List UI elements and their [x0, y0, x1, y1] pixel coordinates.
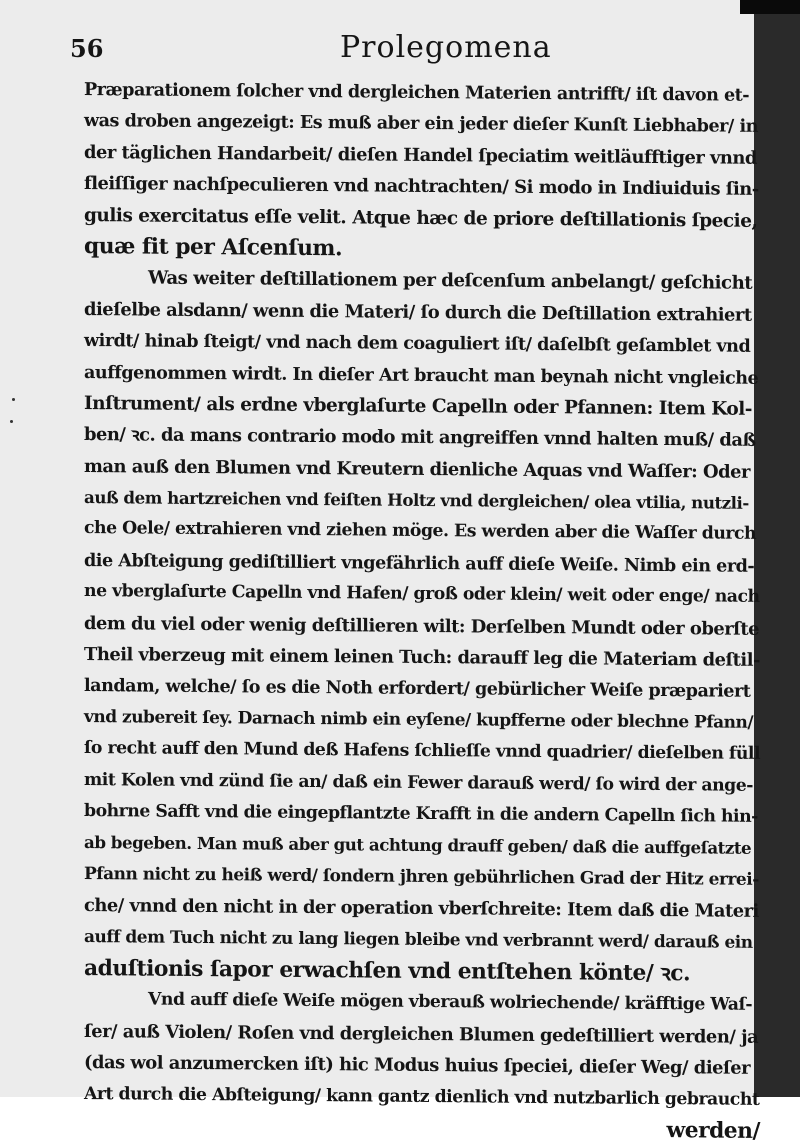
text-line: was droben angezeigt: Es muß aber ein jeder dieſer Kunſt Liebhaber/ in	[84, 110, 758, 138]
text-line: Præparationem ſolcher vnd dergleichen Materien antrifft/ iſt davon et-	[84, 79, 750, 106]
text-line: che/ vnnd den nicht in der operation vberſchreite: Item daß die Materi	[84, 895, 759, 923]
text-line: bohrne Safft vnd die eingepflantzte Krafft in die andern Capelln ſich hin-	[84, 800, 758, 827]
page-edge-shadow	[754, 0, 800, 1097]
text-line: Pfann nicht zu heiß werd/ ſondern jhren gebührlichen Grad der Hitz errei-	[84, 863, 759, 890]
text-line: Inſtrument/ als erdne vberglaſurte Capelln oder Pfannen: Item Kol-	[84, 392, 752, 420]
text-line: auffgenommen wirdt. In dieſer Art braucht man beynah nicht vngleiche	[84, 361, 759, 389]
text-line: Vnd auff dieſe Weiſe mögen vberauß wolriechende/ kräfftige Waſ-	[148, 989, 753, 1016]
body-text	[84, 74, 761, 1144]
page-header	[70, 28, 750, 72]
text-line: der täglichen Handarbeit/ dieſen Handel ſpeciatim weitläufftiger vnnd	[84, 141, 757, 169]
text-line: Was weiter deſtillationem per deſcenſum anbelangt/ geſchicht	[148, 267, 753, 295]
text-line: ſo recht auff den Mund deß Hafens ſchlieſſe vnnd quadrier/ dieſelben füll	[84, 738, 761, 765]
text-line: die Abſteigung gediſtilliert vngefährlich auff dieſe Weiſe. Nimb ein erd-	[84, 549, 755, 577]
catchword: werden/	[666, 1117, 760, 1144]
running-head: Prolegomena	[340, 30, 552, 65]
text-line: gulis exercitatus eſſe velit. Atque hæc de priore deſtillationis ſpecie,	[84, 204, 758, 232]
text-line: auff dem Tuch nicht zu lang liegen bleibe vnd verbrannt werd/ darauß ein	[84, 926, 753, 953]
text-line: ſer/ auß Violen/ Roſen vnd dergleichen Blumen gedeſtilliert werden/ ja	[84, 1020, 759, 1048]
text-line: Art durch die Abſteigung/ kann gantz dienlich vnd nutzbarlich gebraucht	[84, 1083, 760, 1110]
text-line: dem du viel oder wenig deſtillieren wilt: Derſelben Mundt oder oberſte	[84, 612, 759, 640]
text-line: ne vberglaſurte Capelln vnd Hafen/ groß oder klein/ weit oder enge/ nach	[84, 581, 760, 608]
text-line: ben/ ꝛc. da mans contrario modo mit angreiffen vnnd halten muß/ daß	[84, 424, 756, 452]
text-line: wirdt/ hinab ſteigt/ vnd nach dem coaguliert iſt/ daſelbſt geſamblet vnd	[84, 330, 751, 357]
text-line: dieſelbe alsdann/ wenn die Materi/ ſo durch die Deſtillation extrahiert	[84, 298, 752, 326]
text-line: auß dem hartzreichen vnd feiſten Holtz vnd dergleichen/ olea vtilia, nutzli-	[84, 487, 749, 513]
text-line: aduſtionis ſapor erwachſen vnd entſtehen könte/ ꝛc.	[84, 955, 691, 987]
text-line: vnd zubereit ſey. Darnach nimb ein eyſene/ kupfferne oder blechne Pfann/	[84, 706, 754, 733]
text-line: man auß den Blumen vnd Kreutern dienliche Aquas vnd Waſſer: Oder	[84, 455, 750, 483]
speck	[12, 398, 15, 401]
text-line: landam, welche/ ſo es die Noth erfordert/ gebürlicher Weiſe præpariert	[84, 675, 751, 703]
text-line: che Oele/ extrahieren vnd ziehen möge. Es werden aber die Waſſer durch	[84, 518, 757, 545]
text-line: mit Kolen vnd zünd ſie an/ daß ein Fewer darauß werd/ ſo wird der ange-	[84, 769, 753, 796]
page-number: 56	[70, 34, 104, 63]
text-line: Theil vberzeug mit einem leinen Tuch: darauff leg die Materiam deſtil-	[84, 644, 760, 671]
page-corner-shadow	[740, 0, 800, 14]
text-line: quæ fit per Aſcenſum.	[84, 233, 343, 262]
speck	[10, 420, 13, 423]
text-line: (das wol anzumercken iſt) hic Modus huius ſpeciei, dieſer Weg/ dieſer	[84, 1052, 751, 1079]
text-line: fleiſſiger nachſpeculieren vnd nachtrachten/ Si modo in Indiuiduis ſin-	[84, 173, 759, 201]
text-line: ab begeben. Man muß aber gut achtung drauff geben/ daß die auffgeſatzte	[84, 832, 752, 859]
